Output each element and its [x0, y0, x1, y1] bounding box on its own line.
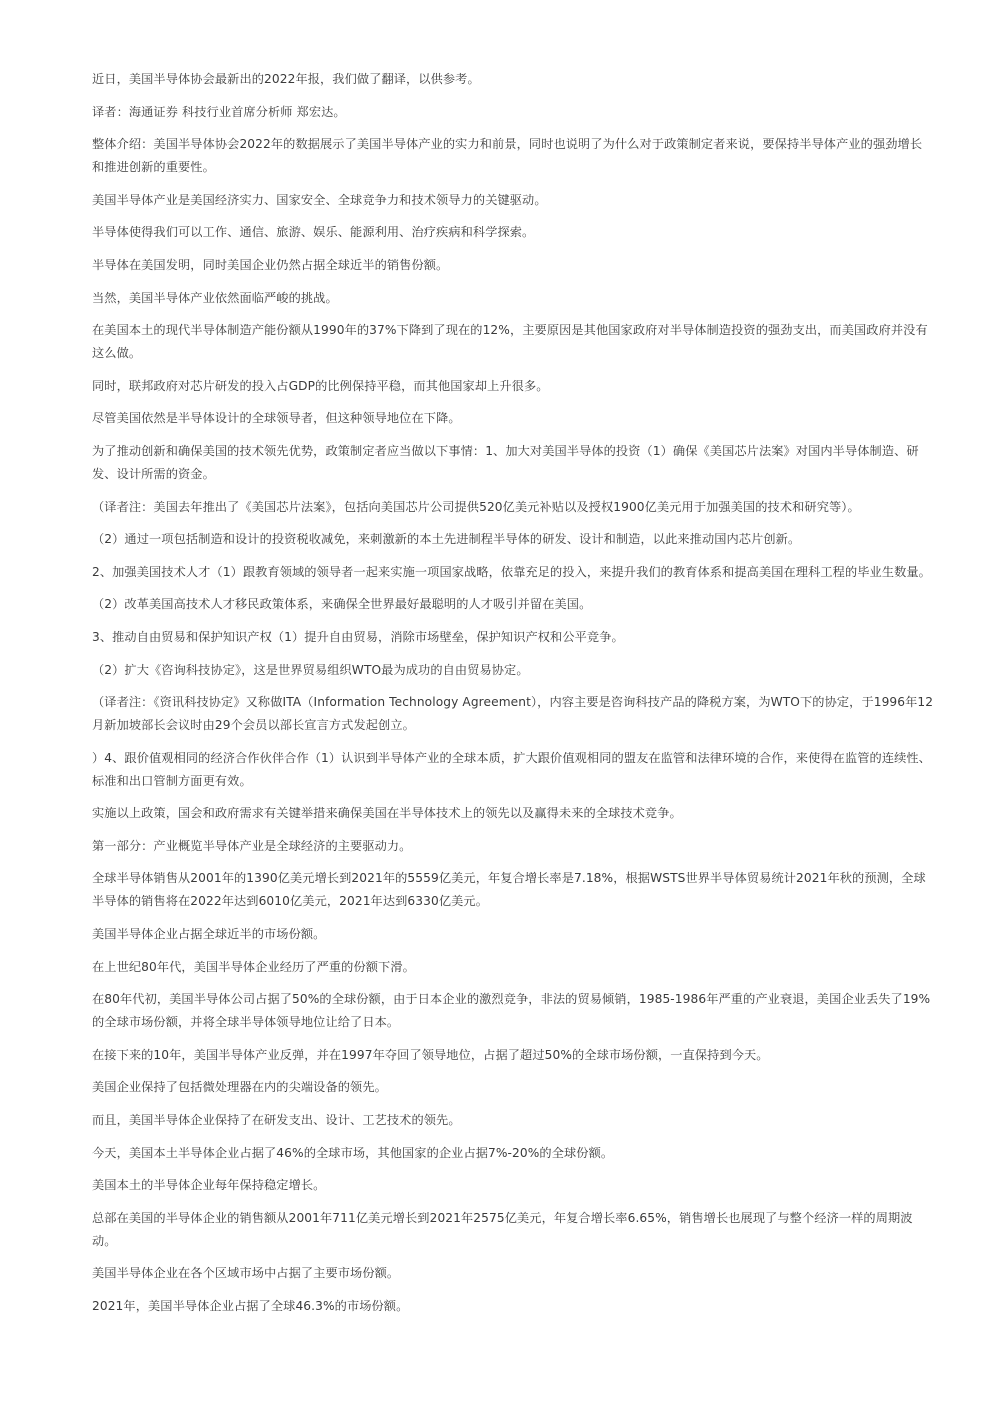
paragraph-policy-1: 为了推动创新和确保美国的技术领先优势，政策制定者应当做以下事情：1、加大对美国半导体的投资（1）确保《美国芯片法案》对国内半导体制造、研发、设计所需的资金。: [92, 443, 919, 481]
paragraph: 在美国本土的现代半导体制造产能份额从1990年的37%下降到了现在的12%，主要原因是其他国家政府对半导体制造投资的强劲支出，而美国政府并没有这么做。: [92, 323, 928, 361]
paragraph: 2021年，美国半导体企业占据了全球46.3%的市场份额。: [92, 1299, 409, 1313]
paragraph: 在80年代初，美国半导体公司占据了50%的全球份额，由于日本企业的激烈竞争，非法的贸易倾销，1985-1986年严重的产业衰退，美国企业丢失了19%的全球市场份额，并将全球半导体领导地位让给了日本。: [92, 992, 931, 1030]
paragraph: （2）扩大《咨询科技协定》，这是世界贸易组织WTO最为成功的自由贸易协定。: [92, 662, 529, 677]
paragraph: 美国半导体企业在各个区域市场中占据了主要市场份额。: [92, 1266, 400, 1281]
paragraph: 在接下来的10年，美国半导体产业反弹，并在1997年夺回了领导地位，占据了超过50%的全球市场份额，一直保持到今天。: [92, 1047, 769, 1062]
paragraph: 今天，美国本土半导体企业占据了46%的全球市场，其他国家的企业占据7%-20%的全球份额。: [92, 1145, 614, 1160]
paragraph: 美国半导体产业是美国经济实力、国家安全、全球竞争力和技术领导力的关键驱动。: [92, 192, 547, 207]
document-body: [92, 68, 934, 1328]
paragraph: 当然，美国半导体产业依然面临严峻的挑战。: [92, 290, 338, 305]
paragraph: 美国半导体企业占据全球近半的市场份额。: [92, 927, 326, 942]
paragraph-policy-3: 3、推动自由贸易和保护知识产权（1）提升自由贸易，消除市场壁垒，保护知识产权和公平竞争。: [92, 629, 624, 644]
paragraph-policy-4: ）4、跟价值观相同的经济合作伙伴合作（1）认识到半导体产业的全球本质，扩大跟价值观相同的盟友在监管和法律环境的合作，来使得在监管的连续性、标准和出口管制方面更有效。: [92, 750, 931, 788]
paragraph: 总部在美国的半导体企业的销售额从2001年711亿美元增长到2021年2575亿美元，年复合增长率6.65%，销售增长也展现了与整个经济一样的周期波动。: [92, 1210, 913, 1248]
paragraph: 尽管美国依然是半导体设计的全球领导者，但这种领导地位在下降。: [92, 411, 461, 426]
paragraph: （2）改革美国高技术人才移民政策体系，来确保全世界最好最聪明的人才吸引并留在美国。: [92, 597, 592, 612]
paragraph: 全球半导体销售从2001年的1390亿美元增长到2021年的5559亿美元，年复合增长率是7.18%，根据WSTS世界半导体贸易统计2021年秋的预测，全球半导体的销售将在2022年达到6010亿美元，2021年达到6330亿美元。: [92, 871, 926, 909]
paragraph: 美国企业保持了包括微处理器在内的尖端设备的领先。: [92, 1080, 387, 1095]
paragraph-intro: 近日，美国半导体协会最新出的2022年报，我们做了翻译，以供参考。: [92, 72, 480, 86]
paragraph: 半导体使得我们可以工作、通信、旅游、娱乐、能源利用、治疗疾病和科学探索。: [92, 225, 535, 240]
paragraph: 实施以上政策，国会和政府需求有关键举措来确保美国在半导体技术上的领先以及赢得未来的全球技术竞争。: [92, 806, 682, 821]
paragraph-section-1: 第一部分：产业概览半导体产业是全球经济的主要驱动力。: [92, 838, 412, 853]
paragraph-translator-note: （译者注：美国去年推出了《美国芯片法案》，包括向美国芯片公司提供520亿美元补贴以及授权1900亿美元用于加强美国的技术和研究等）。: [92, 499, 860, 514]
paragraph: （2）通过一项包括制造和设计的投资税收减免，来刺激新的本土先进制程半导体的研发、设计和制造，以此来推动国内芯片创新。: [92, 532, 801, 547]
paragraph: 在上世纪80年代，美国半导体企业经历了严重的份额下滑。: [92, 959, 415, 974]
paragraph-overview: 整体介绍：美国半导体协会2022年的数据展示了美国半导体产业的实力和前景，同时也说明了为什么对于政策制定者来说，要保持半导体产业的强劲增长和推进创新的重要性。: [92, 137, 923, 175]
paragraph-translator-note: （译者注：《资讯科技协定》又称做ITA（Information Technology Agreement），内容主要是咨询科技产品的降税方案，为WTO下的协定，于1996年12月新加坡部长会议时由29个会员以部长宣言方式发起创立。: [92, 695, 934, 733]
paragraph: 美国本土的半导体企业每年保持稳定增长。: [92, 1178, 326, 1193]
paragraph-translator: 译者：海通证券 科技行业首席分析师 郑宏达。: [92, 104, 346, 119]
paragraph: 半导体在美国发明，同时美国企业仍然占据全球近半的销售份额。: [92, 257, 449, 272]
paragraph: 同时，联邦政府对芯片研发的投入占GDP的比例保持平稳，而其他国家却上升很多。: [92, 378, 549, 393]
paragraph: 而且，美国半导体企业保持了在研发支出、设计、工艺技术的领先。: [92, 1113, 461, 1128]
paragraph-policy-2: 2、加强美国技术人才（1）跟教育领域的领导者一起来实施一项国家战略，依靠充足的投入，来提升我们的教育体系和提高美国在理科工程的毕业生数量。: [92, 564, 931, 579]
